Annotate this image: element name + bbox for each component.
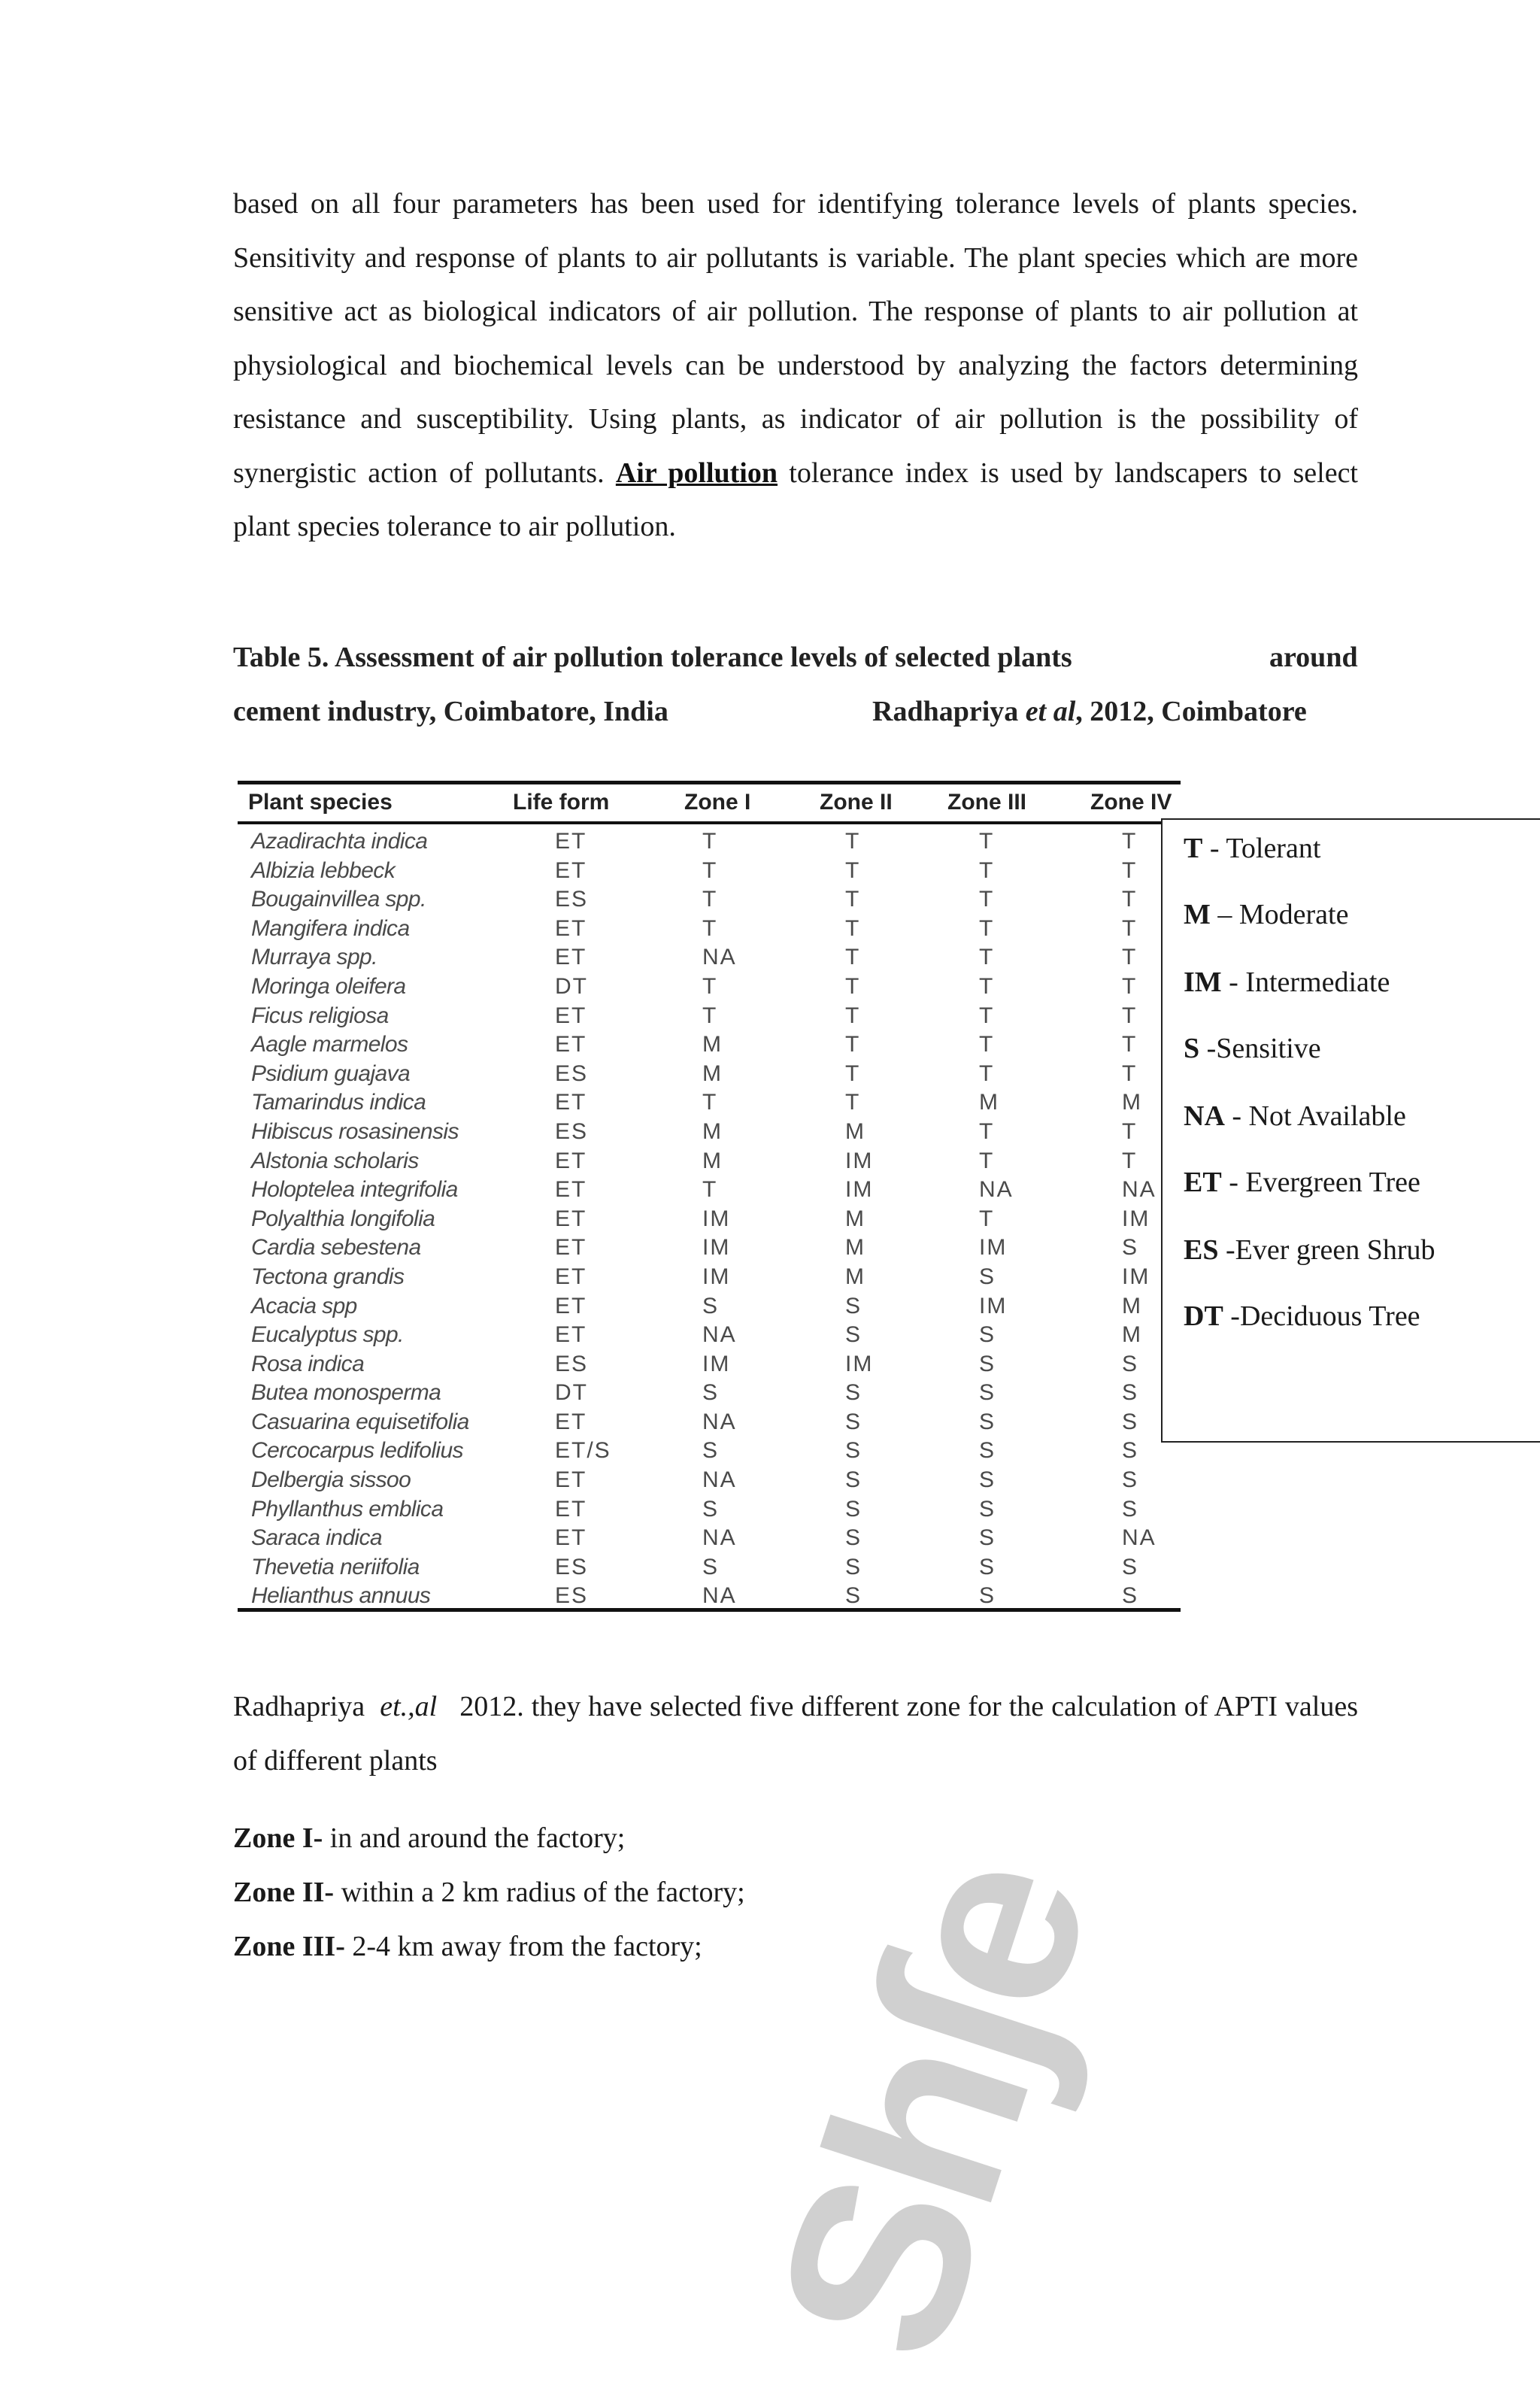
plant-species-cell: Psidium guajava: [251, 1060, 411, 1086]
life-form-cell: ET: [555, 1293, 587, 1318]
zone-1-cell: M: [702, 1032, 723, 1057]
zone-2-cell: M: [845, 1264, 865, 1289]
zone-2-cell: S: [845, 1554, 862, 1579]
plant-species-cell: Cercocarpus ledifolius: [251, 1438, 463, 1464]
life-form-cell: ET: [555, 1525, 587, 1551]
zone-1-cell: IM: [702, 1264, 731, 1289]
life-form-cell: ET: [555, 1409, 587, 1434]
zone-3-cell: T: [979, 1148, 995, 1173]
zone-2-cell: T: [845, 1060, 861, 1086]
zone-4-cell: T: [1122, 1118, 1138, 1144]
legend-abbr: ES: [1184, 1234, 1219, 1266]
life-form-cell: ES: [555, 1118, 589, 1144]
zone-3-cell: S: [979, 1351, 996, 1376]
legend-desc: -Ever green Shrub: [1225, 1234, 1435, 1266]
zone-2-cell: S: [845, 1467, 862, 1493]
caption-line1-left: Table 5. Assessment of air pollution tolerance levels of selected plants: [233, 642, 1072, 673]
followup-author: Radhapriya: [233, 1691, 365, 1722]
plant-species-cell: Cardia sebestena: [251, 1235, 421, 1261]
zone-1-text: in and around the factory;: [323, 1822, 626, 1854]
zone-4-cell: T: [1122, 945, 1138, 970]
zone-1-cell: S: [702, 1438, 720, 1464]
legend-abbr: ET: [1184, 1167, 1222, 1198]
life-form-cell: ET: [555, 857, 587, 883]
zone-3-cell: T: [979, 945, 995, 970]
plant-species-cell: Moringa oleifera: [251, 973, 406, 999]
life-form-cell: DT: [555, 973, 588, 999]
zone-4-cell: M: [1122, 1090, 1142, 1115]
table-row: [238, 943, 1181, 972]
zone-2-cell: S: [845, 1293, 862, 1318]
zone-3-cell: M: [979, 1090, 999, 1115]
zone-1-cell: M: [702, 1118, 723, 1144]
legend-desc: - Not Available: [1232, 1100, 1406, 1132]
plant-species-cell: Holoptelea integrifolia: [251, 1177, 458, 1203]
zone-1-cell: IM: [702, 1235, 731, 1261]
zone-2-cell: IM: [845, 1148, 874, 1173]
table-top-rule: [238, 781, 1181, 784]
zone-2-cell: T: [845, 915, 861, 941]
zone-3-cell: S: [979, 1438, 996, 1464]
zone-2-cell: M: [845, 1235, 865, 1261]
life-form-cell: ET: [555, 1235, 587, 1261]
zone-3-cell: T: [979, 829, 995, 854]
zone-1-cell: T: [702, 1003, 718, 1028]
zone-1-cell: T: [702, 915, 718, 941]
legend-item: [1184, 1166, 1420, 1199]
zone-3-cell: T: [979, 1060, 995, 1086]
zone-2-cell: S: [845, 1380, 862, 1406]
zone-4-cell: T: [1122, 973, 1138, 999]
caption-line1-right: around: [1269, 642, 1358, 673]
zone-1-cell: S: [702, 1380, 720, 1406]
zone-3-cell: S: [979, 1583, 996, 1609]
followup-etal: et.,al: [380, 1691, 438, 1722]
table-row: [238, 1379, 1181, 1408]
life-form-cell: ES: [555, 1583, 589, 1609]
legend-abbr: IM: [1184, 966, 1222, 998]
zone-4-cell: S: [1122, 1467, 1139, 1493]
zone-4-cell: S: [1122, 1380, 1139, 1406]
table-row: [238, 1495, 1181, 1525]
zone-3-cell: S: [979, 1409, 996, 1434]
table-row: [238, 1553, 1181, 1582]
life-form-cell: ET: [555, 1003, 587, 1028]
zone-1-cell: NA: [702, 1322, 737, 1348]
table-row: [238, 1437, 1181, 1466]
zone-1-cell: T: [702, 1090, 718, 1115]
followup-text: 2012. they have selected five different zone for the calculation of APTI values of different plants: [233, 1691, 1359, 1777]
life-form-cell: ET: [555, 1496, 587, 1522]
legend-item: [1184, 1100, 1406, 1133]
caption-line2-left: cement industry, Coimbatore, India: [233, 696, 668, 727]
table-row: [238, 1060, 1181, 1089]
legend-item: [1184, 1300, 1420, 1333]
life-form-cell: ET: [555, 1148, 587, 1173]
zone-2-cell: M: [845, 1206, 865, 1231]
plant-species-cell: Ficus religiosa: [251, 1003, 389, 1028]
zone-2-cell: T: [845, 973, 861, 999]
zone-4-cell: NA: [1122, 1525, 1157, 1551]
table-row: [238, 1321, 1181, 1350]
zone-4-cell: M: [1122, 1322, 1142, 1348]
table-row: [238, 827, 1181, 857]
table-row: [238, 1176, 1181, 1205]
legend-item: [1184, 1233, 1435, 1267]
zone-4-cell: T: [1122, 915, 1138, 941]
zone-1-cell: S: [702, 1496, 720, 1522]
intro-paragraph: [233, 178, 1358, 554]
legend-abbr: DT: [1184, 1300, 1223, 1332]
zone-2-cell: S: [845, 1525, 862, 1551]
zone-4-cell: T: [1122, 857, 1138, 883]
caption-author: Radhapriya: [872, 696, 1019, 727]
zone-4-cell: T: [1122, 887, 1138, 912]
zone-4-cell: NA: [1122, 1177, 1157, 1203]
zone-3-cell: T: [979, 1032, 995, 1057]
zone-2-cell: IM: [845, 1177, 874, 1203]
zone-4-cell: T: [1122, 1060, 1138, 1086]
zone-2-label: Zone II-: [233, 1877, 335, 1908]
zone-2-cell: S: [845, 1583, 862, 1609]
zone-1-cell: T: [702, 973, 718, 999]
header-plant-species: Plant species: [248, 790, 393, 815]
header-zone-2: Zone II: [820, 790, 893, 815]
zone-4-cell: S: [1122, 1409, 1139, 1434]
zone-1-cell: T: [702, 887, 718, 912]
watermark-logo: Sh∫e: [722, 1826, 1141, 2387]
caption-etal: et al: [1025, 696, 1076, 727]
zone-3-cell: T: [979, 1003, 995, 1028]
zone-2-cell: T: [845, 887, 861, 912]
life-form-cell: ET: [555, 1177, 587, 1203]
table-row: [238, 1147, 1181, 1176]
zone-3-label: Zone III-: [233, 1931, 345, 1962]
table-row: [238, 1292, 1181, 1321]
zone-4-cell: S: [1122, 1583, 1139, 1609]
zone-3-cell: S: [979, 1264, 996, 1289]
table-row: [238, 1350, 1181, 1379]
zone-4-cell: IM: [1122, 1206, 1150, 1231]
zone-4-cell: S: [1122, 1496, 1139, 1522]
zone-4-cell: T: [1122, 1032, 1138, 1057]
table-row: [238, 1582, 1181, 1611]
zone-1-cell: T: [702, 857, 718, 883]
legend-box: [1161, 818, 1540, 1443]
legend-desc: - Evergreen Tree: [1229, 1167, 1420, 1198]
legend-desc: – Moderate: [1217, 899, 1349, 930]
plant-species-cell: Helianthus annuus: [251, 1583, 431, 1609]
legend-item: [1184, 832, 1320, 865]
plant-species-cell: Butea monosperma: [251, 1380, 441, 1406]
table-row: [238, 885, 1181, 915]
zone-1-cell: NA: [702, 1583, 737, 1609]
table-header-rule: [238, 821, 1181, 824]
zone-1-cell: IM: [702, 1351, 731, 1376]
life-form-cell: ET: [555, 915, 587, 941]
zone-3-line: [233, 1919, 702, 1974]
intro-text-before: based on all four parameters has been used for identifying tolerance levels of plants species. Sensitivity and response of plants to air pollutants is variable. The plant species which are more sensitive act as biological indicators of air pollution. The response of plants to air pollution at physiological and biochemical levels can be understood by analyzing the factors determining resistance and susceptibility. Using plants, as indicator of air pollution is the possibility of synergistic action of pollutants.: [233, 188, 1358, 489]
legend-abbr: M: [1184, 899, 1211, 930]
table-row: [238, 1408, 1181, 1437]
table-row: [238, 1466, 1181, 1495]
life-form-cell: ET: [555, 1264, 587, 1289]
zone-2-cell: S: [845, 1409, 862, 1434]
table-row: [238, 915, 1181, 944]
zone-1-cell: NA: [702, 1525, 737, 1551]
table-row: [238, 1002, 1181, 1031]
plant-species-cell: Aagle marmelos: [251, 1032, 408, 1057]
zone-1-line: [233, 1811, 625, 1865]
table-row: [238, 1233, 1181, 1263]
plant-species-cell: Phyllanthus emblica: [251, 1496, 444, 1522]
legend-desc: -Sensitive: [1206, 1033, 1321, 1064]
zone-4-cell: T: [1122, 1148, 1138, 1173]
zone-4-cell: IM: [1122, 1264, 1150, 1289]
zone-3-text: 2-4 km away from the factory;: [344, 1931, 702, 1962]
legend-desc: -Deciduous Tree: [1230, 1300, 1420, 1332]
life-form-cell: ES: [555, 1060, 589, 1086]
zone-1-cell: IM: [702, 1206, 731, 1231]
air-pollution-link[interactable]: Air pollution: [615, 457, 778, 489]
table-row: [238, 1118, 1181, 1147]
life-form-cell: ET: [555, 829, 587, 854]
life-form-cell: ES: [555, 887, 589, 912]
zone-3-cell: T: [979, 887, 995, 912]
zone-3-cell: T: [979, 1118, 995, 1144]
zone-3-cell: T: [979, 1206, 995, 1231]
zone-4-cell: S: [1122, 1438, 1139, 1464]
zone-3-cell: T: [979, 973, 995, 999]
zone-3-cell: NA: [979, 1177, 1014, 1203]
zone-3-cell: IM: [979, 1293, 1008, 1318]
table-row: [238, 1088, 1181, 1118]
zone-1-cell: NA: [702, 1409, 737, 1434]
zone-2-cell: S: [845, 1496, 862, 1522]
table-row: [238, 1524, 1181, 1553]
table-caption: [233, 630, 1361, 739]
zone-3-cell: S: [979, 1525, 996, 1551]
legend-desc: - Tolerant: [1209, 833, 1321, 864]
zone-1-cell: NA: [702, 1467, 737, 1493]
plant-species-cell: Rosa indica: [251, 1351, 365, 1376]
table-body: [238, 827, 1181, 1611]
header-zone-3: Zone III: [947, 790, 1026, 815]
life-form-cell: ET: [555, 1467, 587, 1493]
zone-1-cell: NA: [702, 945, 737, 970]
intro-text-after: tolerance index is used by landscapers to select plant species tolerance to air pollution.: [233, 457, 1358, 542]
table-row: [238, 1205, 1181, 1234]
life-form-cell: ES: [555, 1554, 589, 1579]
zone-3-cell: S: [979, 1322, 996, 1348]
followup-paragraph: [233, 1680, 1358, 1788]
life-form-cell: ES: [555, 1351, 589, 1376]
plant-species-cell: Azadirachta indica: [251, 829, 428, 854]
zone-1-cell: S: [702, 1293, 720, 1318]
header-life-form: Life form: [513, 790, 610, 815]
plant-species-cell: Thevetia neriifolia: [251, 1554, 420, 1579]
zone-4-cell: M: [1122, 1293, 1142, 1318]
plant-species-cell: Bougainvillea spp.: [251, 887, 426, 912]
zone-3-cell: S: [979, 1554, 996, 1579]
table-row: [238, 1030, 1181, 1060]
zone-2-cell: T: [845, 1003, 861, 1028]
life-form-cell: ET: [555, 1090, 587, 1115]
zone-4-cell: T: [1122, 829, 1138, 854]
zone-1-label: Zone I-: [233, 1822, 323, 1854]
zone-3-cell: IM: [979, 1235, 1008, 1261]
table-row: [238, 972, 1181, 1002]
legend-item: [1184, 966, 1390, 999]
zone-4-cell: S: [1122, 1554, 1139, 1579]
life-form-cell: ET: [555, 945, 587, 970]
life-form-cell: ET: [555, 1206, 587, 1231]
plant-species-cell: Hibiscus rosasinensis: [251, 1118, 459, 1144]
zone-1-cell: M: [702, 1148, 723, 1173]
plant-species-cell: Polyalthia longifolia: [251, 1206, 435, 1231]
life-form-cell: ET: [555, 1322, 587, 1348]
zone-4-cell: S: [1122, 1235, 1139, 1261]
legend-item: [1184, 898, 1348, 931]
life-form-cell: DT: [555, 1380, 588, 1406]
zone-3-cell: S: [979, 1496, 996, 1522]
plant-species-cell: Delbergia sissoo: [251, 1467, 411, 1493]
zone-3-cell: S: [979, 1467, 996, 1493]
zone-2-text: within a 2 km radius of the factory;: [334, 1877, 745, 1908]
zone-1-cell: M: [702, 1060, 723, 1086]
zone-3-cell: T: [979, 915, 995, 941]
header-zone-1: Zone I: [684, 790, 751, 815]
plant-species-cell: Mangifera indica: [251, 915, 410, 941]
table-row: [238, 1263, 1181, 1292]
zone-2-cell: T: [845, 945, 861, 970]
caption-citation: [872, 684, 1307, 739]
life-form-cell: ET/S: [555, 1438, 611, 1464]
zone-2-cell: M: [845, 1118, 865, 1144]
zone-2-cell: S: [845, 1322, 862, 1348]
zone-2-cell: T: [845, 829, 861, 854]
zone-3-cell: S: [979, 1380, 996, 1406]
zone-4-cell: T: [1122, 1003, 1138, 1028]
legend-abbr: T: [1184, 833, 1203, 864]
zone-1-cell: T: [702, 1177, 718, 1203]
zone-2-line: [233, 1865, 745, 1919]
plant-species-cell: Albizia lebbeck: [251, 857, 396, 883]
table-bottom-rule: [238, 1608, 1181, 1612]
zone-1-cell: T: [702, 829, 718, 854]
plant-species-cell: Murraya spp.: [251, 945, 377, 970]
plant-species-cell: Alstonia scholaris: [251, 1148, 419, 1173]
zone-2-cell: IM: [845, 1351, 874, 1376]
plant-species-cell: Tamarindus indica: [251, 1090, 426, 1115]
plant-species-cell: Acacia spp: [251, 1293, 357, 1318]
zone-2-cell: T: [845, 857, 861, 883]
zone-4-cell: S: [1122, 1351, 1139, 1376]
zone-2-cell: S: [845, 1438, 862, 1464]
zone-2-cell: T: [845, 1032, 861, 1057]
legend-desc: - Intermediate: [1229, 966, 1390, 998]
header-zone-4: Zone IV: [1090, 790, 1172, 815]
plant-species-cell: Saraca indica: [251, 1525, 382, 1551]
plant-species-cell: Tectona grandis: [251, 1264, 405, 1289]
zone-2-cell: T: [845, 1090, 861, 1115]
zone-3-cell: T: [979, 857, 995, 883]
caption-rest: , 2012, Coimbatore: [1075, 696, 1307, 727]
plant-species-cell: Casuarina equisetifolia: [251, 1409, 469, 1434]
legend-abbr: NA: [1184, 1100, 1225, 1132]
life-form-cell: ET: [555, 1032, 587, 1057]
plant-species-cell: Eucalyptus spp.: [251, 1322, 404, 1348]
table-row: [238, 857, 1181, 886]
zone-1-cell: S: [702, 1554, 720, 1579]
legend-item: [1184, 1032, 1321, 1065]
legend-abbr: S: [1184, 1033, 1200, 1064]
